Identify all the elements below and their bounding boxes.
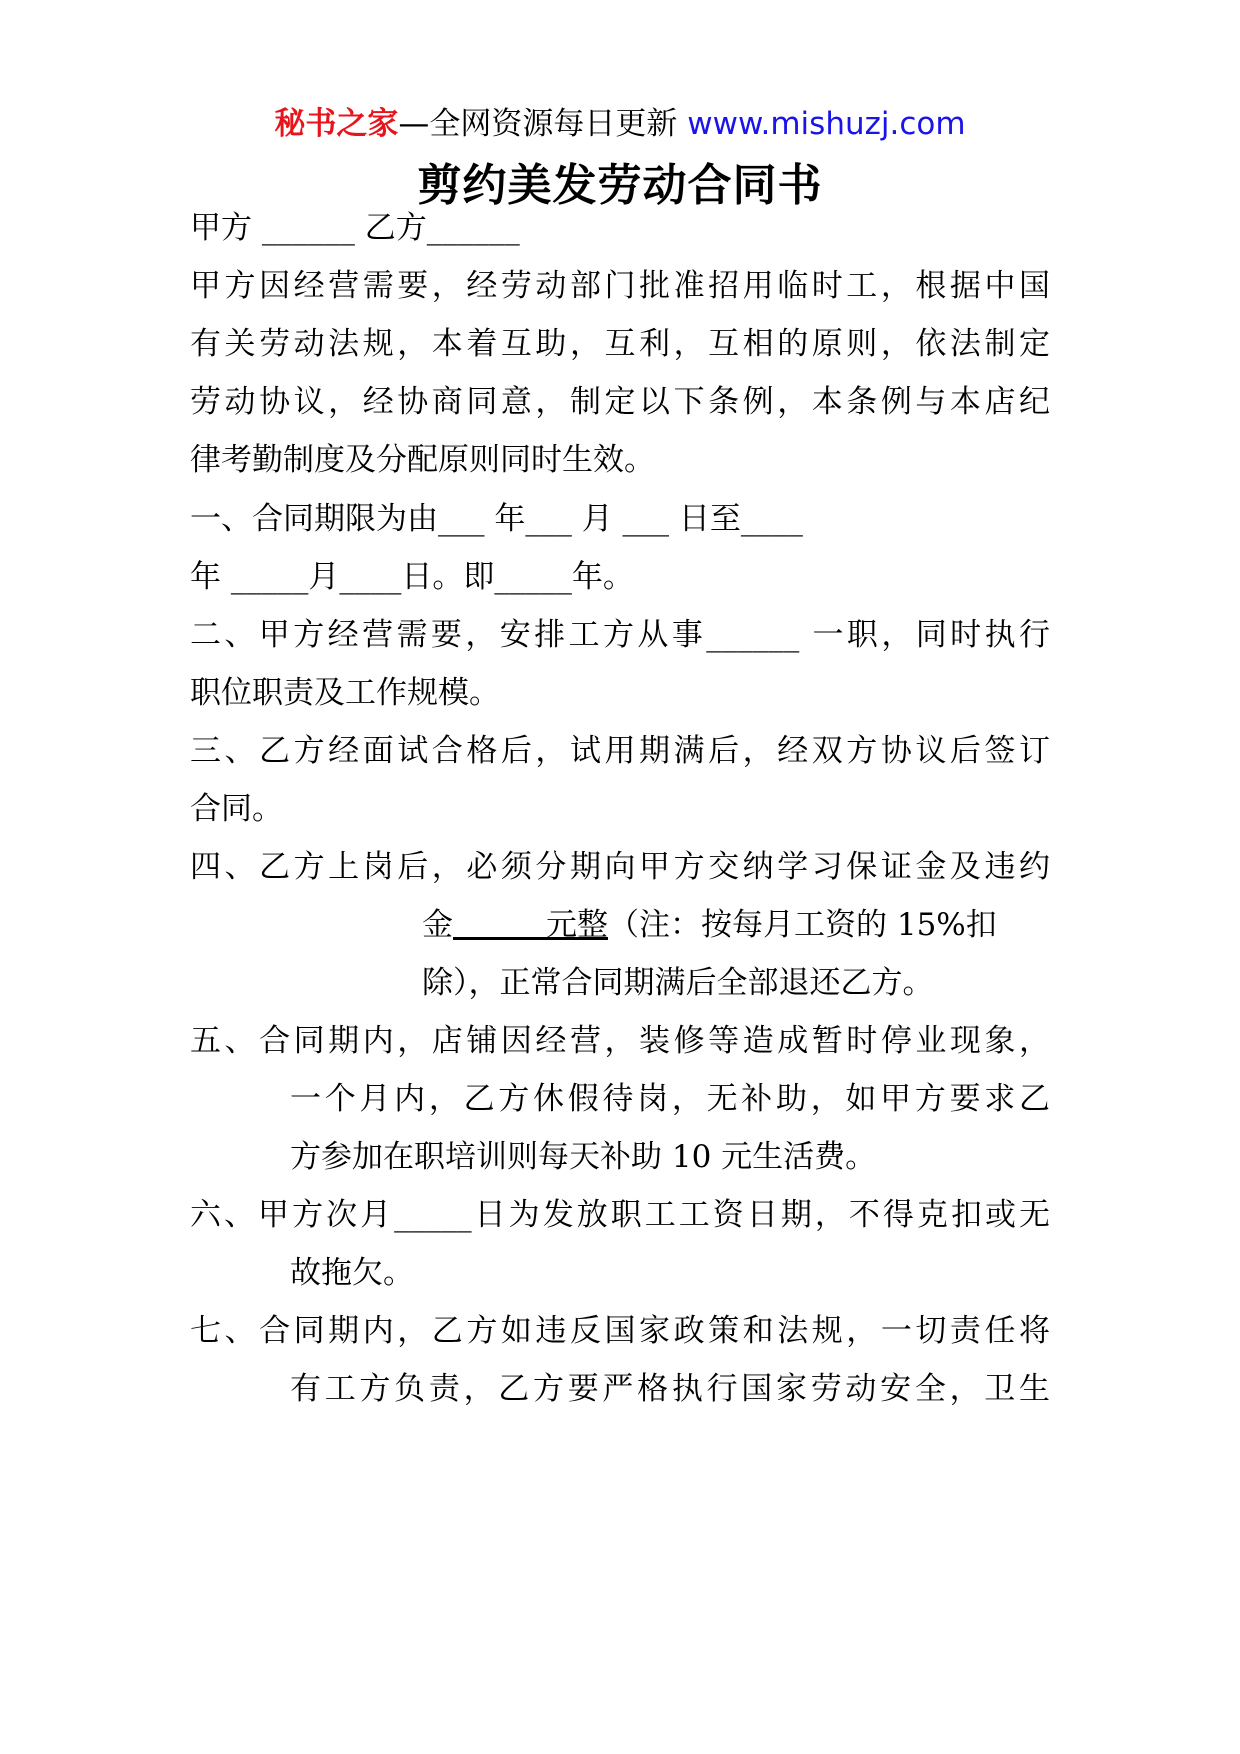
- clause-3-line-2: 合同。: [190, 791, 283, 827]
- clause-5-line-3: 方参加在职培训则每天补助 10 元生活费。: [290, 1139, 877, 1175]
- clause-6-line-2: 故拖欠。: [290, 1255, 414, 1291]
- site-url: www.mishuzj.com: [687, 106, 966, 142]
- clause-4-amount-unit: 元整: [546, 907, 608, 943]
- intro-line-2: 有关劳动法规，本着互助，互利，互相的原则，依法制定: [190, 326, 1050, 362]
- intro-line-3: 劳动协议，经协商同意，制定以下条例，本条例与本店纪: [190, 384, 1050, 420]
- clause-3-line-1: 三、乙方经面试合格后，试用期满后，经双方协议后签订: [190, 733, 1050, 769]
- clause-1-line-2: 年 _____月____日。即_____年。: [190, 559, 634, 595]
- clause-1-line-1: 一、合同期限为由___ 年___ 月 ___ 日至____: [190, 501, 803, 537]
- clause-7-line-1: 七、合同期内，乙方如违反国家政策和法规，一切责任将: [190, 1313, 1050, 1349]
- clause-7-line-2: 有工方负责，乙方要严格执行国家劳动安全，卫生: [290, 1371, 1050, 1407]
- brand-name: 秘书之家: [274, 106, 399, 142]
- site-tagline: —全网资源每日更新: [398, 106, 688, 142]
- clause-5-line-2: 一个月内，乙方休假待岗，无补助，如甲方要求乙: [290, 1081, 1050, 1117]
- intro-line-1: 甲方因经营需要，经劳动部门批准招用临时工，根据中国: [190, 268, 1050, 304]
- document-title: 剪约美发劳动合同书: [417, 160, 823, 211]
- clause-4-deposit-label: 金: [422, 907, 453, 943]
- clause-4-line-1: 四、乙方上岗后，必须分期向甲方交纳学习保证金及违约: [190, 849, 1050, 885]
- clause-5-line-1: 五、合同期内，店铺因经营，装修等造成暂时停业现象，: [190, 1023, 1050, 1059]
- site-header: [0, 104, 1240, 144]
- clause-4-line-3: 除），正常合同期满后全部退还乙方。: [422, 965, 934, 1001]
- clause-4-line-2: [422, 903, 1050, 947]
- clause-2-line-1: 二、甲方经营需要，安排工方从事______ 一职，同时执行: [190, 617, 1050, 653]
- parties-line: 甲方 ______ 乙方______: [190, 210, 520, 246]
- clause-4-note: （注：按每月工资的 15%扣: [608, 907, 997, 943]
- clause-4-amount-blank: [453, 907, 546, 943]
- clause-6-line-1: 六、甲方次月_____日为发放职工工资日期，不得克扣或无: [190, 1197, 1050, 1233]
- intro-line-4: 律考勤制度及分配原则同时生效。: [190, 442, 655, 478]
- clause-2-line-2: 职位职责及工作规模。: [190, 675, 500, 711]
